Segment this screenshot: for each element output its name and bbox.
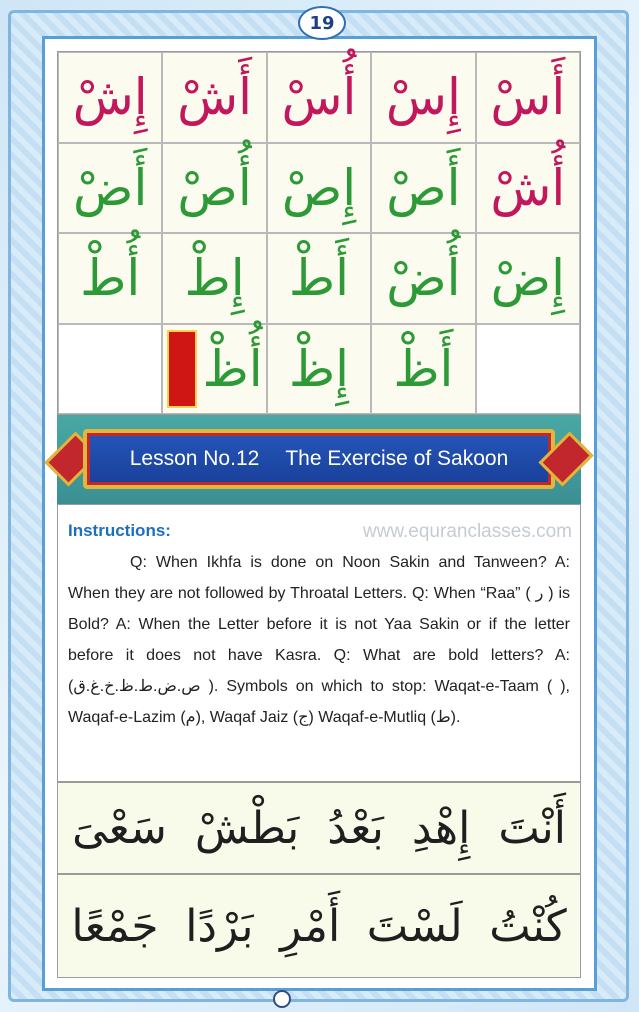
instructions-body: Q: When Ikhfa is done on Noon Sakin and Tanween? A: When they are not followed by Throatal Letters. Q: When “Raa” ( ر ) is Bold? A: When the Letter before it is not Yaa Sakin or if the letter before it does not have Kasra. Q: What are bold letters? A: (ص.ض.ط.ظ.خ.غ.ق ). Symbols on which to stop: Waqat-e-Taam ( ), Waqaf-e-Lazim (م), Waqaf Jaiz (ج) Waqaf-e-Mutliq (ط). <box>68 554 570 726</box>
grid-cell <box>162 52 266 143</box>
grid-cell <box>162 233 266 324</box>
grid-cell <box>267 143 371 234</box>
word: أَنْتَ <box>498 802 567 854</box>
word-row-2 <box>57 874 581 978</box>
bottom-ornament-icon <box>273 990 291 1008</box>
lesson-banner <box>57 415 581 504</box>
grid-cell <box>58 52 162 143</box>
grid-cell-text: إِظْ <box>288 339 350 398</box>
grid-cell <box>162 143 266 234</box>
grid-cell <box>371 143 475 234</box>
instructions-heading: Instructions: <box>68 521 171 540</box>
word: بَعْدُ <box>327 802 384 854</box>
grid-cell <box>267 233 371 324</box>
grid-cell <box>476 52 580 143</box>
grid-cell <box>371 52 475 143</box>
word: لَسْتَ <box>366 900 463 952</box>
word: إِهْدِ <box>411 802 471 854</box>
grid-cell <box>58 324 162 415</box>
letter-grid <box>57 51 581 415</box>
grid-cell <box>58 143 162 234</box>
grid-cell <box>58 233 162 324</box>
word: سَعْىَ <box>72 802 167 854</box>
grid-cell-text: أَشْ <box>177 68 253 127</box>
banner-plate <box>83 429 555 489</box>
seal-stamp <box>167 330 197 408</box>
lesson-number: Lesson No.12 <box>129 447 260 470</box>
grid-cell <box>476 324 580 415</box>
grid-cell <box>476 233 580 324</box>
grid-cell-text: إِسْ <box>385 68 461 127</box>
grid-cell-text: أُشْ <box>490 158 566 217</box>
grid-cell-text: أُسْ <box>281 68 357 127</box>
grid-cell-text: إِصْ <box>281 158 357 217</box>
grid-cell-text: أُطْ <box>80 249 141 308</box>
grid-cell-text: أَظْ <box>393 339 454 398</box>
grid-cell-text: أَطْ <box>288 249 350 308</box>
word-row-1 <box>57 782 581 874</box>
grid-cell-text: إِطْ <box>184 249 245 308</box>
lesson-title: The Exercise of Sakoon <box>285 447 509 470</box>
grid-cell <box>371 324 475 415</box>
page-number: 19 <box>298 6 346 40</box>
grid-cell <box>267 52 371 143</box>
grid-cell-text: أُظْ <box>202 339 263 398</box>
grid-cell-text: أَسْ <box>490 68 566 127</box>
grid-cell-text: إِشْ <box>72 68 148 127</box>
grid-cell-text: أُصْ <box>177 158 252 217</box>
grid-cell <box>267 324 371 415</box>
grid-cell-text: أَضْ <box>73 158 148 217</box>
watermark: www.equranclasses.com <box>362 521 572 542</box>
word: أَمْرِ <box>280 900 341 952</box>
word: جَمْعًا <box>71 900 159 952</box>
grid-cell <box>162 324 266 415</box>
word: كُنْتُ <box>489 900 567 952</box>
word: بَرْدًا <box>185 900 254 952</box>
grid-cell-text: أُضْ <box>386 249 461 308</box>
instructions-panel <box>57 504 581 782</box>
word: بَطْشْ <box>194 802 300 854</box>
grid-cell-text: أَصْ <box>386 158 461 217</box>
grid-cell <box>476 143 580 234</box>
grid-cell-text: إِضْ <box>490 249 565 308</box>
grid-cell <box>371 233 475 324</box>
